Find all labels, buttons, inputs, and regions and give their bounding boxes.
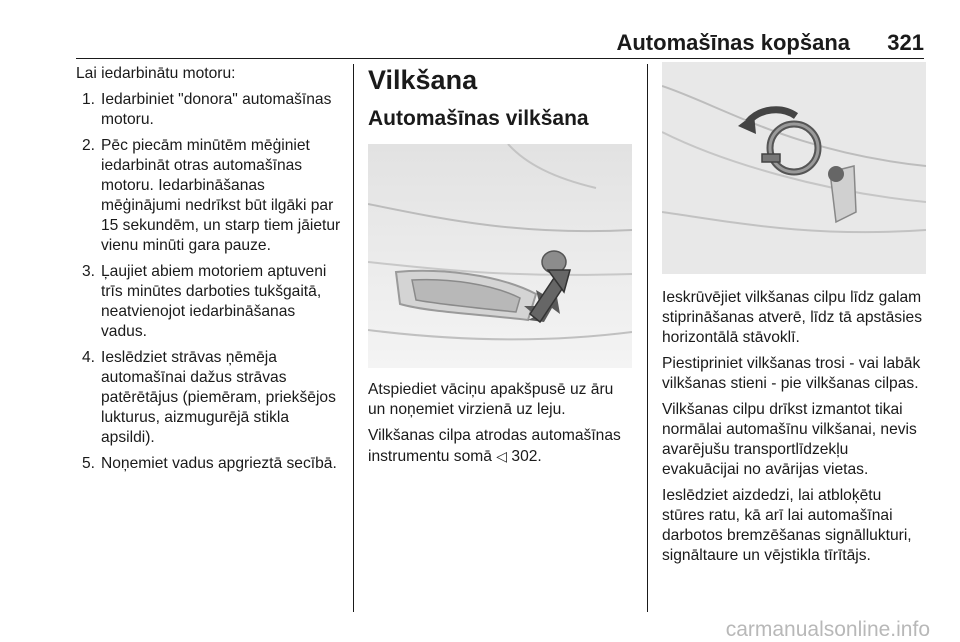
step-number: 4. bbox=[81, 349, 95, 366]
list-item bbox=[76, 136, 344, 256]
step-number: 3. bbox=[81, 263, 95, 280]
tow-ref-text: Vilkšanas cilpa atrodas automašīnas instrumentu somā bbox=[368, 427, 621, 465]
list-item bbox=[76, 454, 344, 474]
column-divider-1 bbox=[353, 64, 354, 612]
list-item bbox=[76, 262, 344, 342]
watermark: carmanualsonline.info bbox=[725, 618, 930, 641]
column-3 bbox=[662, 64, 928, 572]
step-number: 2. bbox=[81, 137, 95, 154]
column-1 bbox=[76, 64, 344, 480]
page-header bbox=[0, 24, 960, 58]
step-text: Iedarbiniet "donora" automašīnas motoru. bbox=[101, 91, 332, 128]
paragraph: Atspiediet vāciņu apakšpusē uz āru un noņemiet virzienā uz leju. bbox=[368, 381, 614, 418]
list-item bbox=[76, 90, 344, 130]
header-rule bbox=[76, 58, 924, 59]
list-item bbox=[76, 348, 344, 448]
paragraph bbox=[368, 426, 634, 467]
step-text: Ieslēdziet strāvas ņēmēja automašīnai dažus strāvas patērētājus (piemēram, priekšējos lukturus, aizmugurējā stikla apsildi). bbox=[101, 349, 336, 446]
bumper-cover-illustration bbox=[368, 144, 632, 368]
page-reference-icon: ◁ bbox=[496, 448, 508, 464]
step-number: 5. bbox=[81, 455, 95, 472]
steps-list bbox=[76, 90, 344, 474]
paragraph: Ieskrūvējiet vilkšanas cilpu līdz galam stiprināšanas atverē, līdz tā apstāsies horizontālā stāvoklī. bbox=[662, 289, 923, 346]
page-reference: 302. bbox=[511, 448, 542, 465]
step-number: 1. bbox=[81, 91, 95, 108]
step-text: Pēc piecām minūtēm mēģiniet iedarbināt otras automašīnas motoru. Iedarbināšanas mēģinājumi nedrīkst būt ilgāki par 15 sekundēm, un starp tiem jāietur vienu minūti gara pauze. bbox=[101, 137, 341, 254]
subsection-heading: Automašīnas vilkšana bbox=[368, 107, 589, 130]
intro-text: Lai iedarbinātu motoru: bbox=[76, 65, 236, 82]
paragraph: Vilkšanas cilpu drīkst izmantot tikai normālai automašīnu vilkšanai, nevis avarējušu transportlīdzekļu evakuācijai no avārijas vietas. bbox=[662, 401, 917, 478]
paragraph: Ieslēdziet aizdedzi, lai atbloķētu stūres ratu, kā arī lai automašīnai darbotos bremzēšanas signāllukturi, signāltaure un vējstikla tīrītājs. bbox=[662, 487, 912, 564]
page-number: 321 bbox=[887, 30, 924, 55]
section-heading: Vilkšana bbox=[368, 65, 478, 95]
column-2 bbox=[368, 64, 634, 473]
running-title: Automašīnas kopšana bbox=[616, 30, 850, 55]
tow-eye-illustration bbox=[662, 62, 926, 274]
step-text: Ļaujiet abiem motoriem aptuveni trīs minūtes darboties tukšgaitā, neatvienojot iedarbināšanas vadus. bbox=[101, 263, 327, 340]
column-divider-2 bbox=[647, 64, 648, 612]
paragraph: Piestipriniet vilkšanas trosi - vai labāk vilkšanas stieni - pie vilkšanas cilpas. bbox=[662, 355, 921, 392]
step-text: Noņemiet vadus apgrieztā secībā. bbox=[101, 455, 337, 472]
